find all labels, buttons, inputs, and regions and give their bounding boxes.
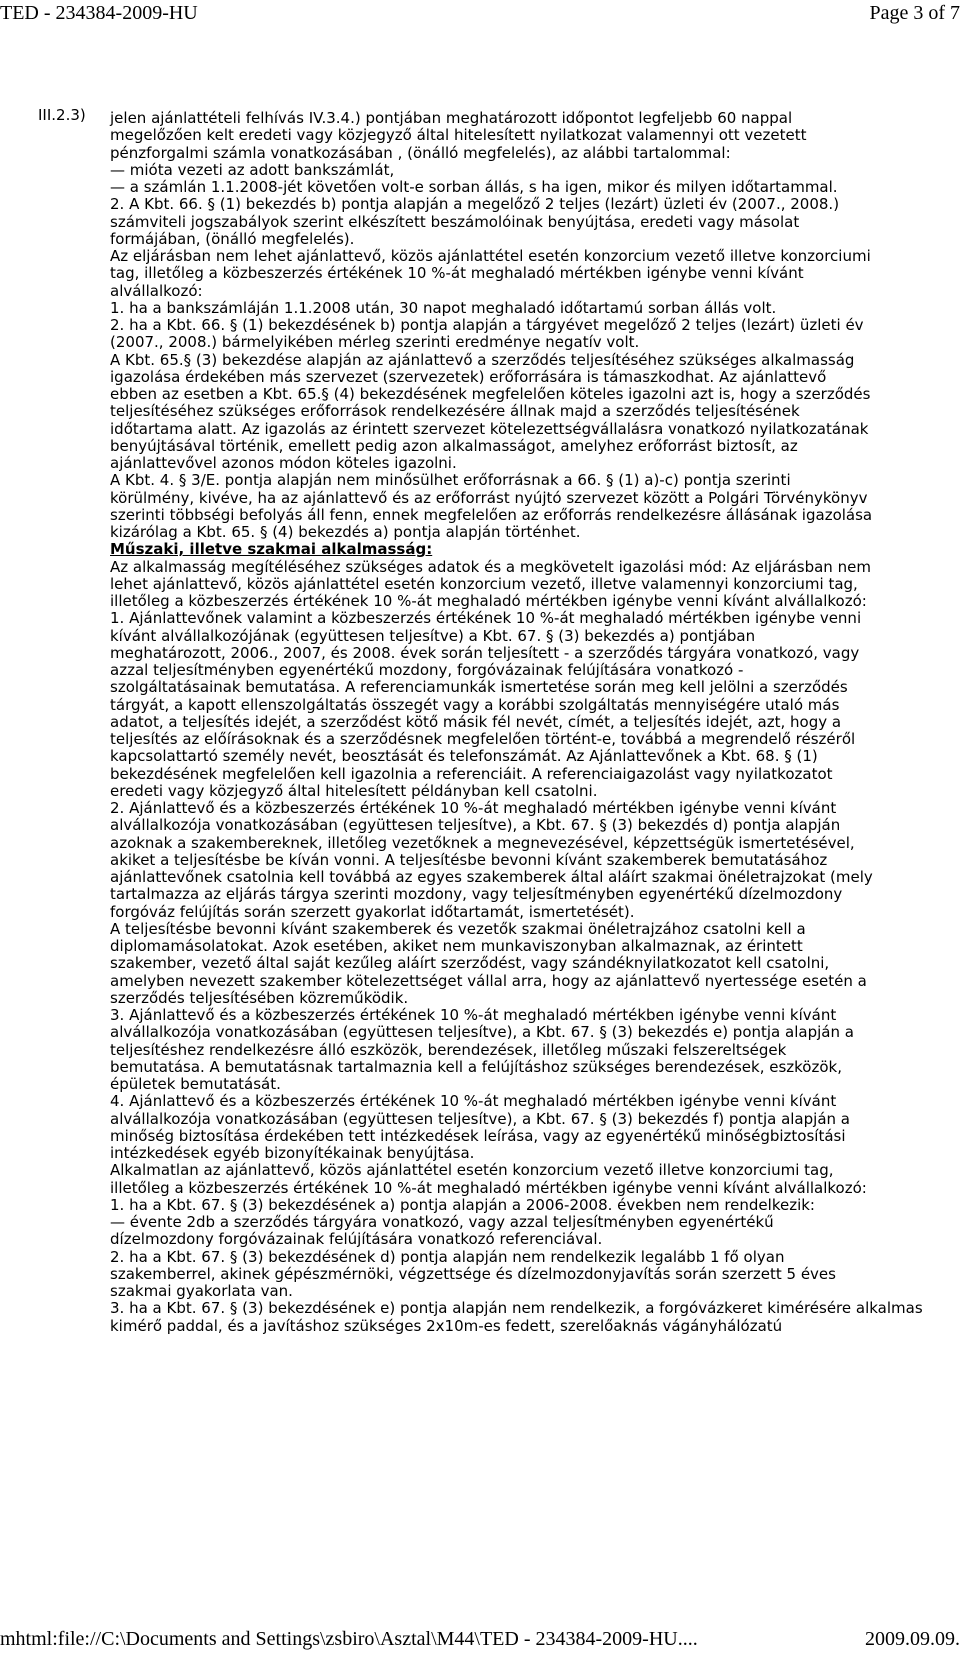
text-line: megelőzően kelt eredeti vagy közjegyző által hitelesített nyilatkozat valamennyi ott vezetett (110, 126, 807, 145)
print-date: 2009.09.09. (865, 1628, 960, 1650)
text-line: ebben az esetben a Kbt. 65.§ (4) bekezdésének megfelelően köteles igazolni azt is, hogy a szerződés (110, 385, 871, 403)
document-id: TED - 234384-2009-HU (0, 2, 198, 24)
text-line: pénzforgalmi számla vonatkozásában , (önálló megfelelés), az alábbi tartalommal: (110, 143, 731, 162)
text-line: — évente 2db a szerződés tárgyára vonatkozó, vagy azzal teljesítményben egyenértékű (110, 1213, 774, 1231)
text-line: kizárólag a Kbt. 65. § (4) bekezdés a) pontja alapján történhet. (110, 523, 581, 541)
text-line: 2. ha a Kbt. 66. § (1) bekezdésének b) pontja alapján a tárgyévet megelőző 2 teljes (lezárt) üzleti év (110, 316, 864, 334)
text-line: épületek bemutatását. (110, 1075, 281, 1093)
text-line: 3. Ajánlattevő és a közbeszerzés értékének 10 %-át meghaladó mértékben igénybe venni kívánt (110, 1006, 837, 1024)
text-line: szakember, vezető által saját kezűleg aláírt szerződést, vagy szándéknyilatkozatot kell csatolni, (110, 954, 830, 973)
text-line: illetőleg a közbeszerzés értékének 10 %-át meghaladó mértékben igénybe venni kívánt alvállalkozó: (110, 1178, 867, 1197)
text-line: alvállalkozó: (110, 281, 203, 300)
text-line: 2. A Kbt. 66. § (1) bekezdés b) pontja alapján a megelőző 2 teljes (lezárt) üzleti év (2007., 2008.) (110, 195, 840, 214)
text-line: azzal teljesítményben egyenértékű mozdony, forgóvázainak felújítására vonatkozó - (110, 661, 744, 679)
text-line: szakmai gyakorlata van. (110, 1282, 293, 1300)
text-line: (2007., 2008.) bármelyikében mérleg szerinti eredménye negatív volt. (110, 333, 640, 352)
text-line: benyújtásával történik, emellett pedig azon alkalmasságot, amelyhez erőforrást biztosít, az (110, 436, 798, 455)
text-line: 4. Ajánlattevő és a közbeszerzés értékének 10 %-át meghaladó mértékben igénybe venni kívánt (110, 1092, 837, 1111)
text-line: Alkalmatlan az ajánlattevő, közös ajánlattétel esetén konzorcium vezető illetve konzorciumi tag, (110, 1161, 834, 1180)
text-line: szerinti többségi befolyás áll fenn, ennek megfelelően az erőforrás rendelkezésre állásának igazolása (110, 505, 873, 524)
text-line: 1. Ajánlattevőnek valamint a közbeszerzés értékének 10 %-át meghaladó mértékben igénybe venni (110, 609, 862, 628)
text-line: diplomamásolatokat. Azok esetében, akiket nem munkaviszonyban alkalmaznak, az érintett (110, 937, 803, 955)
text-line: forgóváz felújítás során szerzett gyakorlat időtartamát, ismertetését). (110, 902, 635, 921)
text-line: ajánlattevővel azonos módon köteles igazolni. (110, 454, 457, 472)
text-line: minőség biztosítása érdekében tett intézkedések leírása, vagy az egyenértékű minőségbiztosítási (110, 1126, 846, 1145)
text-line: azoknak a szakembereknek, illetőleg vezetőknek a megnevezésével, képzettségük ismertetésével, (110, 833, 855, 852)
text-line: — a számlán 1.1.2008-jét követően volt-e sorban állás, s ha igen, mikor és milyen időtartammal. (110, 178, 838, 196)
page-header (0, 0, 960, 30)
text-line: eredeti vagy közjegyző által hitelesített példányban kell csatolni. (110, 781, 598, 800)
text-line: tag, illetőleg a közbeszerzés értékének 10 %-át meghaladó mértékben igénybe venni kívánt (110, 264, 804, 283)
text-line: szolgáltatásainak bemutatása. A referenciamunkák ismertetése során meg kell jelölni a szerződés (110, 678, 848, 697)
text-line: 3. ha a Kbt. 67. § (3) bekezdésének e) pontja alapján nem rendelkezik, a forgóvázkeret kimérésére alkalmas kimérő paddal, és a javításhoz szükséges 2x10m-es fedett, szerelőaknás vágányhálózatú (110, 1299, 923, 1335)
text-line: akiket a teljesítésbe be kíván vonni. A teljesítésbe bevonni kívánt szakemberek bemutatásához (110, 850, 828, 869)
text-line: teljesítéshez rendelkezésre álló eszközök, berendezések, illetőleg műszaki felszereltségek (110, 1040, 787, 1059)
text-line: számviteli jogszabályok szerint elkészített beszámolóinak benyújtása, eredeti vagy másolat (110, 212, 800, 231)
file-path: mhtml:file://C:\Documents and Settings\zsbiro\Asztal\M44\TED - 234384-2009-HU.... (0, 1628, 698, 1650)
text-line: időtartama alatt. Az igazolás az érintett szervezet kötelezettségvállalásra vonatkozó nyilatkozatának (110, 419, 869, 438)
text-line: bekezdésének megfelelően kell igazolnia a referenciáit. A referenciaigazolást vagy nyilatkozatot (110, 764, 833, 783)
text-line: Az eljárásban nem lehet ajánlattevő, közös ajánlattétel esetén konzorcium vezető illetve konzorciumi (110, 247, 871, 265)
text-line: alvállalkozója vonatkozásában (együttesen teljesítve), a Kbt. 67. § (3) bekezdés e) pontja alapján a (110, 1023, 854, 1042)
text-line: A teljesítésbe bevonni kívánt szakemberek és vezetők szakmai önéletrajzához csatolni kell a (110, 919, 806, 938)
text-line: formájában, (önálló megfelelés). (110, 229, 355, 248)
page-footer (0, 1624, 960, 1654)
text-line: meghatározott, 2006., 2007, és 2008. évek során teljesített - a szerződés tárgyára vonatkozó, vagy (110, 643, 860, 662)
text-line: alvállalkozója vonatkozásában (együttesen teljesítve), a Kbt. 67. § (3) bekezdés f) pontja alapján a (110, 1109, 850, 1128)
text-line: illetőleg a közbeszerzés értékének 10 %-át meghaladó mértékben igénybe venni kívánt alvállalkozó: (110, 592, 867, 610)
subsection-heading: Műszaki, illetve szakmai alkalmasság: (110, 540, 433, 559)
text-line: amelyben nevezett szakember kötelezettséget vállal arra, hogy az ajánlattevő nyertessége esetén a (110, 971, 867, 990)
text-line: szakemberrel, akinek gépészmérnöki, végzettsége és dízelmozdonyjavítás során szerzett 5 éves (110, 1264, 836, 1283)
text-line: kívánt alvállalkozójának (együttesen teljesítve) a Kbt. 67. § (3) bekezdés a) pontjában (110, 626, 756, 645)
text-line: tárgyát, a kapott ellenszolgáltatás összegét vagy a korábbi szolgáltatás mennyiségére utaló más (110, 695, 840, 714)
text-line: ajánlattevőnek csatolnia kell továbbá az egyes szakemberek által aláírt szakmai önéletrajzokat (mely (110, 868, 873, 886)
text-line: alvállalkozója vonatkozásában (együttesen teljesítve), a Kbt. 67. § (3) bekezdés d) pontja alapján (110, 816, 841, 835)
section-number: III.2.3) (38, 106, 86, 124)
text-line: bemutatása. A bemutatásnak tartalmaznia kell a felújításhoz szükséges berendezések, eszközök, (110, 1057, 842, 1076)
text-line: A Kbt. 65.§ (3) bekezdése alapján az ajánlattevő a szerződés teljesítéséhez szükséges alkalmasság (110, 350, 855, 369)
text-line: teljesítéséhez szükséges erőforrások rendelkezésére állnak majd a szerződés teljesítésének (110, 402, 800, 421)
text-line: — mióta vezeti az adott bankszámlát, (110, 160, 395, 179)
text-line: teljesítés az előírásoknak és a szerződésnek megfelelően történt-e, továbbá a megrendelő részéről (110, 730, 856, 748)
text-line: 1. ha a Kbt. 67. § (3) bekezdésének a) pontja alapján a 2006-2008. években nem rendelkezik: (110, 1195, 815, 1214)
text-line: körülmény, kivéve, ha az ajánlattevő és az erőforrást nyújtó szervezet között a Polgári Törvénykönyv (110, 488, 868, 507)
document-body (110, 110, 954, 1335)
text-line: szerződés teljesítésében közreműködik. (110, 988, 409, 1007)
text-line: A Kbt. 4. § 3/E. pontja alapján nem minősülhet erőforrásnak a 66. § (1) a)-c) pontja szerinti (110, 471, 791, 490)
page-number: Page 3 of 7 (869, 2, 960, 24)
text-line: lehet ajánlattevő, közös ajánlattétel esetén konzorcium vezető, illetve valamennyi konzorciumi tag, (110, 574, 858, 593)
text-line: dízelmozdony forgóvázainak felújítására vonatkozó referenciával. (110, 1230, 603, 1249)
text-line: jelen ajánlattételi felhívás IV.3.4.) pontjában meghatározott időpontot legfeljebb 60 nappal (110, 109, 793, 127)
text-line: kapcsolattartó személy nevét, beosztását és telefonszámát. Az Ajánlattevőnek a Kbt. 68. § (1) (110, 747, 818, 766)
text-line: adatot, a teljesítés idejét, a szerződést kötő másik fél nevét, címét, a teljesítés idejét, azt, hogy a (110, 712, 842, 731)
text-line: 2. ha a Kbt. 67. § (3) bekezdésének d) pontja alapján nem rendelkezik legalább 1 fő olyan (110, 1247, 785, 1266)
text-line: intézkedések egyéb bizonyítékainak benyújtása. (110, 1144, 475, 1162)
text-line: tartalmazza az eljárás tárgya szerinti mozdony, vagy teljesítményben egyenértékű dízelmozdony (110, 885, 843, 904)
text-line: igazolása érdekében más szervezet (szervezetek) erőforrására is támaszkodhat. Az ajánlattevő (110, 367, 827, 386)
text-line: 2. Ajánlattevő és a közbeszerzés értékének 10 %-át meghaladó mértékben igénybe venni kívánt (110, 799, 837, 817)
text-line: Az alkalmasság megítéléséhez szükséges adatok és a megkövetelt igazolási mód: Az eljárásban nem (110, 557, 871, 576)
text-line: 1. ha a bankszámláján 1.1.2008 után, 30 napot meghaladó időtartamú sorban állás volt. (110, 298, 777, 317)
